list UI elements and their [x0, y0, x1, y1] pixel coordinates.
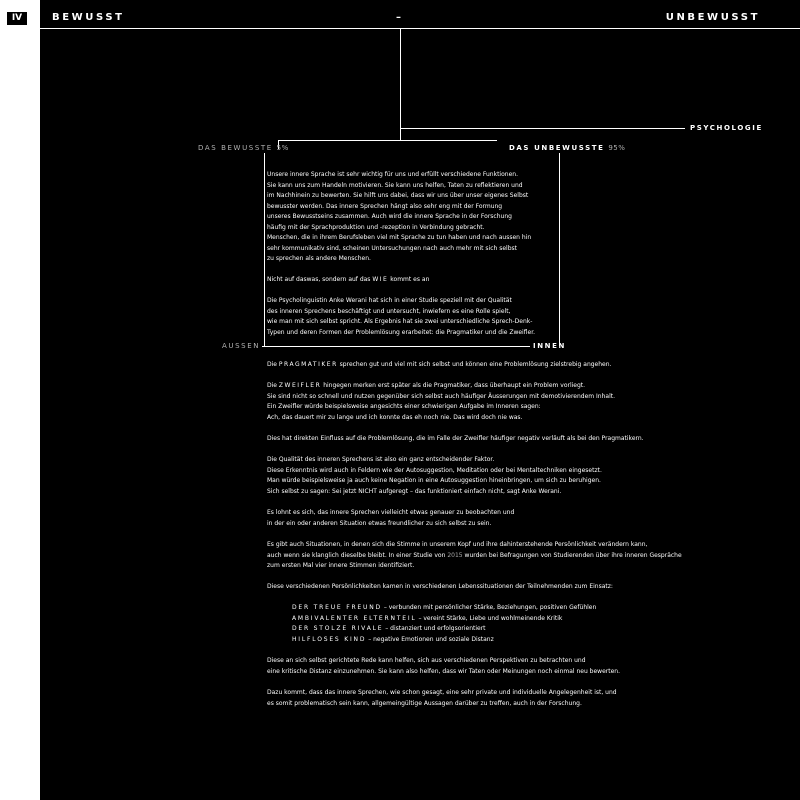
intro-line: sehr kommunikativ sind, scheinen Untersuchungen nach auch mehr mit sich selbst	[267, 244, 518, 252]
inner-voices-list	[292, 603, 596, 645]
wie-pre-text: Nicht auf daswas, sondern auf das	[267, 276, 371, 283]
intro-line: häufig mit der Sprachproduktion und -rezeption in Verbindung gebracht.	[267, 223, 485, 231]
study-line: wie man mit sich selbst spricht. Als Ergebnis hat sie zwei unterschiedliche Sprech-Denk-	[267, 318, 533, 325]
header-left-title: BEWUSST	[52, 12, 125, 23]
psychologie-connector-line	[400, 128, 685, 129]
rede-line: Diese an sich selbst gerichtete Rede kann helfen, sich aus verschiedenen Perspektiven zu betrachten und	[267, 657, 586, 664]
zweifler-pre: Die	[267, 382, 277, 389]
voice-name: DER STOLZE RIVALE	[292, 625, 384, 632]
page-number: IV	[7, 12, 27, 25]
lohnt-paragraph	[267, 508, 514, 529]
bewusste-vertical-line	[264, 153, 265, 346]
zweifler-post: hingegen merken erst später als die Pragmatiker, dass überhaupt ein Problem vorliegt.	[323, 382, 586, 389]
situationen-line2-post: wurden bei Befragungen von Studierenden über ihre inneren Gespräche	[464, 551, 682, 559]
intro-line: zu sprechen als andere Menschen.	[267, 255, 371, 262]
persoenlichkeiten-paragraph: Diese verschiedenen Persönlichkeiten kamen in verschiedenen Lebenssituationen der Teilnehmenden zum Einsatz:	[267, 583, 613, 590]
bewusste-percent: 5%	[276, 144, 289, 152]
header-dash: –	[396, 12, 401, 23]
voice-description: – vereint Stärke, Liebe und wohlmeinende Kritik	[418, 614, 563, 622]
zweifler-keyword: ZWEIFLER	[278, 382, 322, 389]
split-stem-line	[400, 128, 401, 141]
psychologie-label: PSYCHOLOGIE	[690, 124, 763, 132]
study-line: Die Psycholinguistin Anke Werani hat sich in einer Studie speziell mit der Qualität	[267, 297, 512, 304]
voice-name: AMBIVALENTER ELTERNTEIL	[292, 614, 417, 622]
unbewusste-label-text: DAS UNBEWUSSTE	[509, 144, 605, 152]
aussen-label: AUSSEN	[222, 342, 261, 350]
intro-line: Sie kann uns zum Handeln motivieren. Sie kann uns helfen, Taten zu reflektieren und	[267, 181, 523, 189]
diagram-stem-line	[400, 29, 401, 129]
intro-line: bewusster werden. Das innere Sprechen hängt also sehr eng mit der Formung	[267, 202, 503, 210]
wie-statement	[267, 275, 429, 286]
bewusste-label	[198, 144, 289, 153]
voice-description: – verbunden mit persönlicher Stärke, Beziehungen, positiven Gefühlen	[383, 604, 597, 611]
qualitaet-line: Die Qualität des inneren Sprechens ist also ein ganz entscheidender Faktor.	[267, 456, 495, 463]
header-rule	[40, 28, 800, 29]
qualitaet-paragraph	[267, 455, 602, 497]
bewusste-label-text: DAS BEWUSSTE	[198, 144, 273, 152]
unbewusste-percent: 95%	[608, 144, 626, 152]
voice-item	[292, 635, 596, 646]
zweifler-paragraph	[267, 381, 615, 423]
pragmatiker-keyword: PRAGMATIKER	[278, 361, 338, 368]
dazu-line: es somit problematisch sein kann, allgemeingültige Aussagen darüber zu treffen, auch in der Forschung.	[267, 699, 582, 707]
intro-line: Menschen, die in ihrem Berufsleben viel mit Sprache zu tun haben und nach aussen hin	[267, 234, 532, 241]
situationen-line: zum ersten Mal vier innere Stimmen identifiziert.	[267, 562, 415, 569]
situationen-line	[267, 551, 682, 562]
innen-label: INNEN	[533, 342, 566, 350]
voice-name: HILFLOSES KIND	[292, 635, 367, 643]
study-line: Typen und deren Formen der Problemlösung erarbeitet: die Pragmatiker und die Zweifler.	[267, 328, 536, 336]
wie-keyword: WIE	[372, 276, 389, 283]
intro-line: Unsere innere Sprache ist sehr wichtig für uns und erfüllt verschiedene Funktionen.	[267, 171, 518, 178]
zweifler-first-line	[267, 381, 615, 392]
aussen-innen-line	[262, 346, 530, 347]
qualitaet-line: Diese Erkenntnis wird auch in Feldern wie der Autosuggestion, Meditation oder bei Mentaltechniken eingesetzt.	[267, 466, 602, 474]
study-paragraph	[267, 296, 535, 338]
unbewusste-label	[509, 144, 625, 153]
pragmatiker-pre: Die	[267, 361, 277, 368]
intro-line: unseres Bewusstseins zusammen. Auch wird die innere Sprache in der Forschung	[267, 213, 512, 220]
intro-line: im Nachhinein zu bewerten. Sie hilft uns dabei, dass wir uns über unser eigenes Selbst	[267, 192, 529, 199]
voice-description: – distanziert und erfolgsorientiert	[385, 625, 486, 632]
lohnt-line: in der ein oder anderen Situation etwas freundlicher zu sich selbst zu sein.	[267, 519, 492, 527]
situationen-paragraph	[267, 540, 682, 572]
voice-description: – negative Emotionen und soziale Distanz	[368, 635, 494, 643]
voice-item	[292, 624, 596, 635]
wie-post-text: kommt es an	[390, 276, 430, 283]
dazu-line: Dazu kommt, dass das innere Sprechen, wie schon gesagt, eine sehr private und individuelle Angelegenheit ist, und	[267, 689, 617, 696]
voice-item	[292, 614, 596, 625]
zweifler-line: Ein Zweifler würde beispielsweise angesichts einer schwierigen Aufgabe im Inneren sagen:	[267, 403, 541, 410]
qualitaet-line: Man würde beispielsweise ja auch keine Negation in eine Autosuggestion hineinbringen, um sich zu beruhigen.	[267, 477, 601, 484]
left-sidebar-strip	[0, 0, 40, 800]
study-year: 2015	[447, 551, 463, 559]
pragmatiker-post: sprechen gut und viel mit sich selbst und können eine Problemlösung zielstrebig angehen.	[339, 361, 612, 368]
rede-paragraph	[267, 656, 620, 677]
qualitaet-line: Sich selbst zu sagen: Sei jetzt NICHT aufgeregt – das funktioniert einfach nicht, sagt Anke Werani.	[267, 487, 562, 495]
voice-item	[292, 603, 596, 614]
zweifler-line: Sie sind nicht so schnell und nutzen gegenüber sich selbst auch häufiger Äusserungen mit demotivierendem Inhalt.	[267, 392, 616, 400]
lohnt-line: Es lohnt es sich, das innere Sprechen vielleicht etwas genauer zu beobachten und	[267, 509, 515, 516]
pragmatiker-paragraph	[267, 360, 611, 371]
header-right-title: UNBEWUSST	[665, 12, 760, 23]
dazu-paragraph	[267, 688, 617, 709]
situationen-line2-pre: auch wenn sie klanglich dieselbe bleibt. In einer Studie von	[267, 551, 446, 559]
einfluss-paragraph: Dies hat direkten Einfluss auf die Problemlösung, die im Falle der Zweifler häufiger negativ verläuft als bei den Pragmatikern.	[267, 435, 644, 442]
intro-paragraph	[267, 170, 531, 265]
rede-line: eine kritische Distanz einzunehmen. Sie kann also helfen, dass wir Taten oder Meinungen noch einmal neu bewerten.	[267, 667, 620, 675]
bewusst-split-line	[278, 140, 497, 141]
voice-name: DER TREUE FREUND	[292, 604, 382, 611]
study-line: des inneren Sprechens beschäftigt und untersucht, inwiefern es eine Rolle spielt,	[267, 307, 511, 315]
situationen-line: Es gibt auch Situationen, in denen sich die Stimme in unserem Kopf und ihre dahinterstehende Persönlichkeit verändern kann,	[267, 541, 648, 548]
zweifler-line: Ach, das dauert mir zu lange und ich konnte das eh noch nie. Das wird doch nie was.	[267, 413, 523, 421]
unbewusste-vertical-line	[559, 153, 560, 346]
